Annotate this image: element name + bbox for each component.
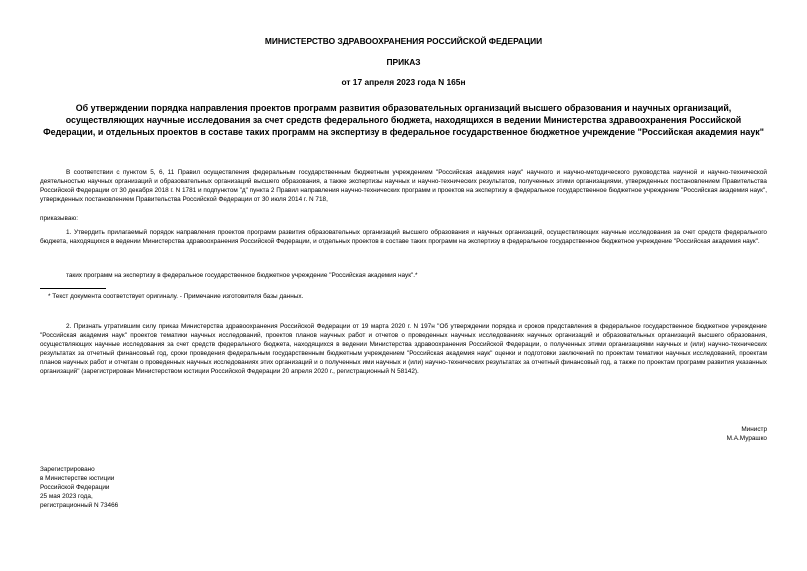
signature-name: М.А.Мурашко bbox=[726, 435, 767, 442]
preamble-paragraph: В соответствии с пунктом 5, 6, 11 Правил осуществления федеральным государственным бюджетным учреждением "Российская академия наук" научного и научно-методического руководства научной и научно-технической деятельностью научных организаций и образовательных организаций высшего образования, а также экспертизы научных и научно-технических результатов, полученных этими организациями, утвержденных постановлением Правительства Российской Федерации от 30 декабря 2018 г. N 1781 и подпунктом "д" пункта 2 Правил направления научно-технических программ и проектов на экспертизу в федеральное государственное бюджетное учреждение "Российская академия наук", утвержденных постановлением Правительства Российской Федерации от 30 июля 2014 г. N 718, bbox=[40, 169, 767, 203]
title-line-1 bbox=[0, 102, 807, 114]
registration-line-5: регистрационный N 73466 bbox=[40, 502, 119, 509]
item-1-procedure-link[interactable]: порядок направления проектов программ развития образовательных организаций высшего образования и научных организаций, осуществляющих научные исследования за счет средств федерального бюджета, находящихся в ведении Министерства здравоохранения Российской Федерации, и отдельных проектов в составе таких программ на экспертизу в федеральное государственное бюджетное учреждение "Российская академия наук". bbox=[40, 229, 767, 245]
registration-block bbox=[40, 465, 118, 510]
title-line-3: Федерации, и отдельных проектов в составе таких программ на экспертизу в федеральное государственное бюджетное учреждение "Российская академия наук" bbox=[43, 127, 764, 137]
item-2-prefix: 2. Признать утратившим силу bbox=[66, 323, 159, 330]
ministry-heading: МИНИСТЕРСТВО ЗДРАВООХРАНЕНИЯ РОССИЙСКОЙ ФЕДЕРАЦИИ bbox=[264, 36, 543, 46]
registration-line-3: Российской Федерации bbox=[40, 484, 110, 491]
registration-line-2: в Министерстве юстиции bbox=[40, 475, 115, 482]
title-line-2: осуществляющих научные исследования за счет средств федерального бюджета, находящихся в ведении Министерства здравоохранения Российской bbox=[65, 115, 742, 125]
item-2-repealed-order-link[interactable]: приказ Министерства здравоохранения Российской Федерации от 19 марта 2020 г. N 197н "Об утверждении порядка и сроков представления в федеральное государственное бюджетное учреждение "Российская академия наук" проектов тематики научных исследований, проектов планов научных работ и отчетов о проведенных научных исследованиях научных организаций и образовательных организаций высшего образования, осуществляющих научные исследования за счет средств федерального бюджета, находящихся в ведении Министерства здравоохранения Российской Федерации, о полученных этими организациями научных и (или) научно-технических результатах за отчетный финансовый год, сроки проведения федеральным государственным бюджетным учреждением "Российская академия наук" оценки и подготовки заключений по проектам тематики научных исследований, проектам планов научных работ и отчетам о проведенных научных исследованиях этих организаций и о полученных ими научных и (или) научно-технических результатах за отчетный финансовый год, а также по проектам программ развития указанных организаций" bbox=[40, 323, 767, 375]
continuation-line: таких программ на экспертизу в федеральное государственное бюджетное учреждение "Российская академия наук".* bbox=[66, 272, 418, 279]
registration-line-4: 25 мая 2023 года, bbox=[40, 493, 93, 500]
doc-type-heading: ПРИКАЗ bbox=[386, 57, 421, 67]
item-2-paragraph bbox=[40, 322, 767, 376]
registration-line-1: Зарегистрировано bbox=[40, 466, 95, 473]
footnote: * Текст документа соответствует оригиналу. - Примечание изготовителя базы данных. bbox=[48, 293, 304, 300]
footnote-divider bbox=[40, 288, 106, 289]
title-order-link[interactable]: порядка направления проектов программ развития образовательных организаций высшего образования и научных организаций, bbox=[151, 103, 732, 113]
doc-date-number: от 17 апреля 2023 года N 165н bbox=[341, 77, 466, 87]
item-1-paragraph bbox=[40, 228, 767, 246]
title-prefix: Об утверждении bbox=[75, 103, 152, 113]
signature-position: Министр bbox=[741, 426, 767, 433]
order-word: приказываю: bbox=[40, 215, 78, 222]
item-1-prefix: 1. Утвердить прилагаемый bbox=[66, 229, 150, 236]
item-2-suffix: (зарегистрирован Министерством юстиции Российской Федерации 20 апреля 2020 г., регистрационный N 58142). bbox=[79, 368, 419, 375]
document-title bbox=[0, 102, 807, 138]
signature-block bbox=[600, 425, 767, 443]
